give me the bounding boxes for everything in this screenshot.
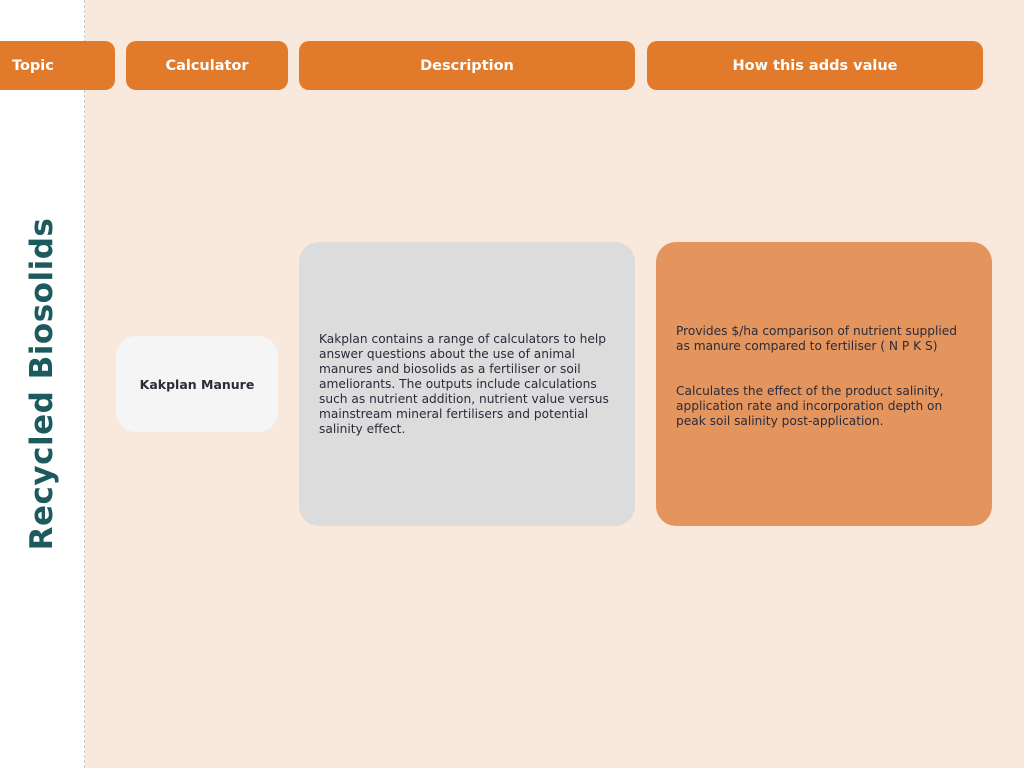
value-column-header: How this adds value <box>647 41 983 90</box>
description-text: Kakplan contains a range of calculators to help answer questions about the use of animal manures and biosolids as a fertiliser or soil ameliorants. The outputs include calculations such as nutrient addition, nutrient value versus mainstream mineral fertilisers and potential salinity effect. <box>319 331 609 436</box>
topic-sidebar <box>0 0 85 768</box>
calculator-column-header: Calculator <box>126 41 288 90</box>
topic-title: Recycled Biosolids <box>24 217 60 551</box>
calculator-name: Kakplan Manure <box>139 376 255 392</box>
value-card <box>656 242 992 526</box>
topic-column-header: Topic <box>0 41 115 90</box>
value-point-2: Calculates the effect of the product salinity, application rate and incorporation depth on peak soil salinity post-application. <box>676 384 944 428</box>
description-card <box>299 242 635 526</box>
value-point-1: Provides $/ha comparison of nutrient supplied as manure compared to fertiliser ( N P K S) <box>676 324 958 353</box>
calculator-card <box>116 336 278 432</box>
description-column-header: Description <box>299 41 635 90</box>
